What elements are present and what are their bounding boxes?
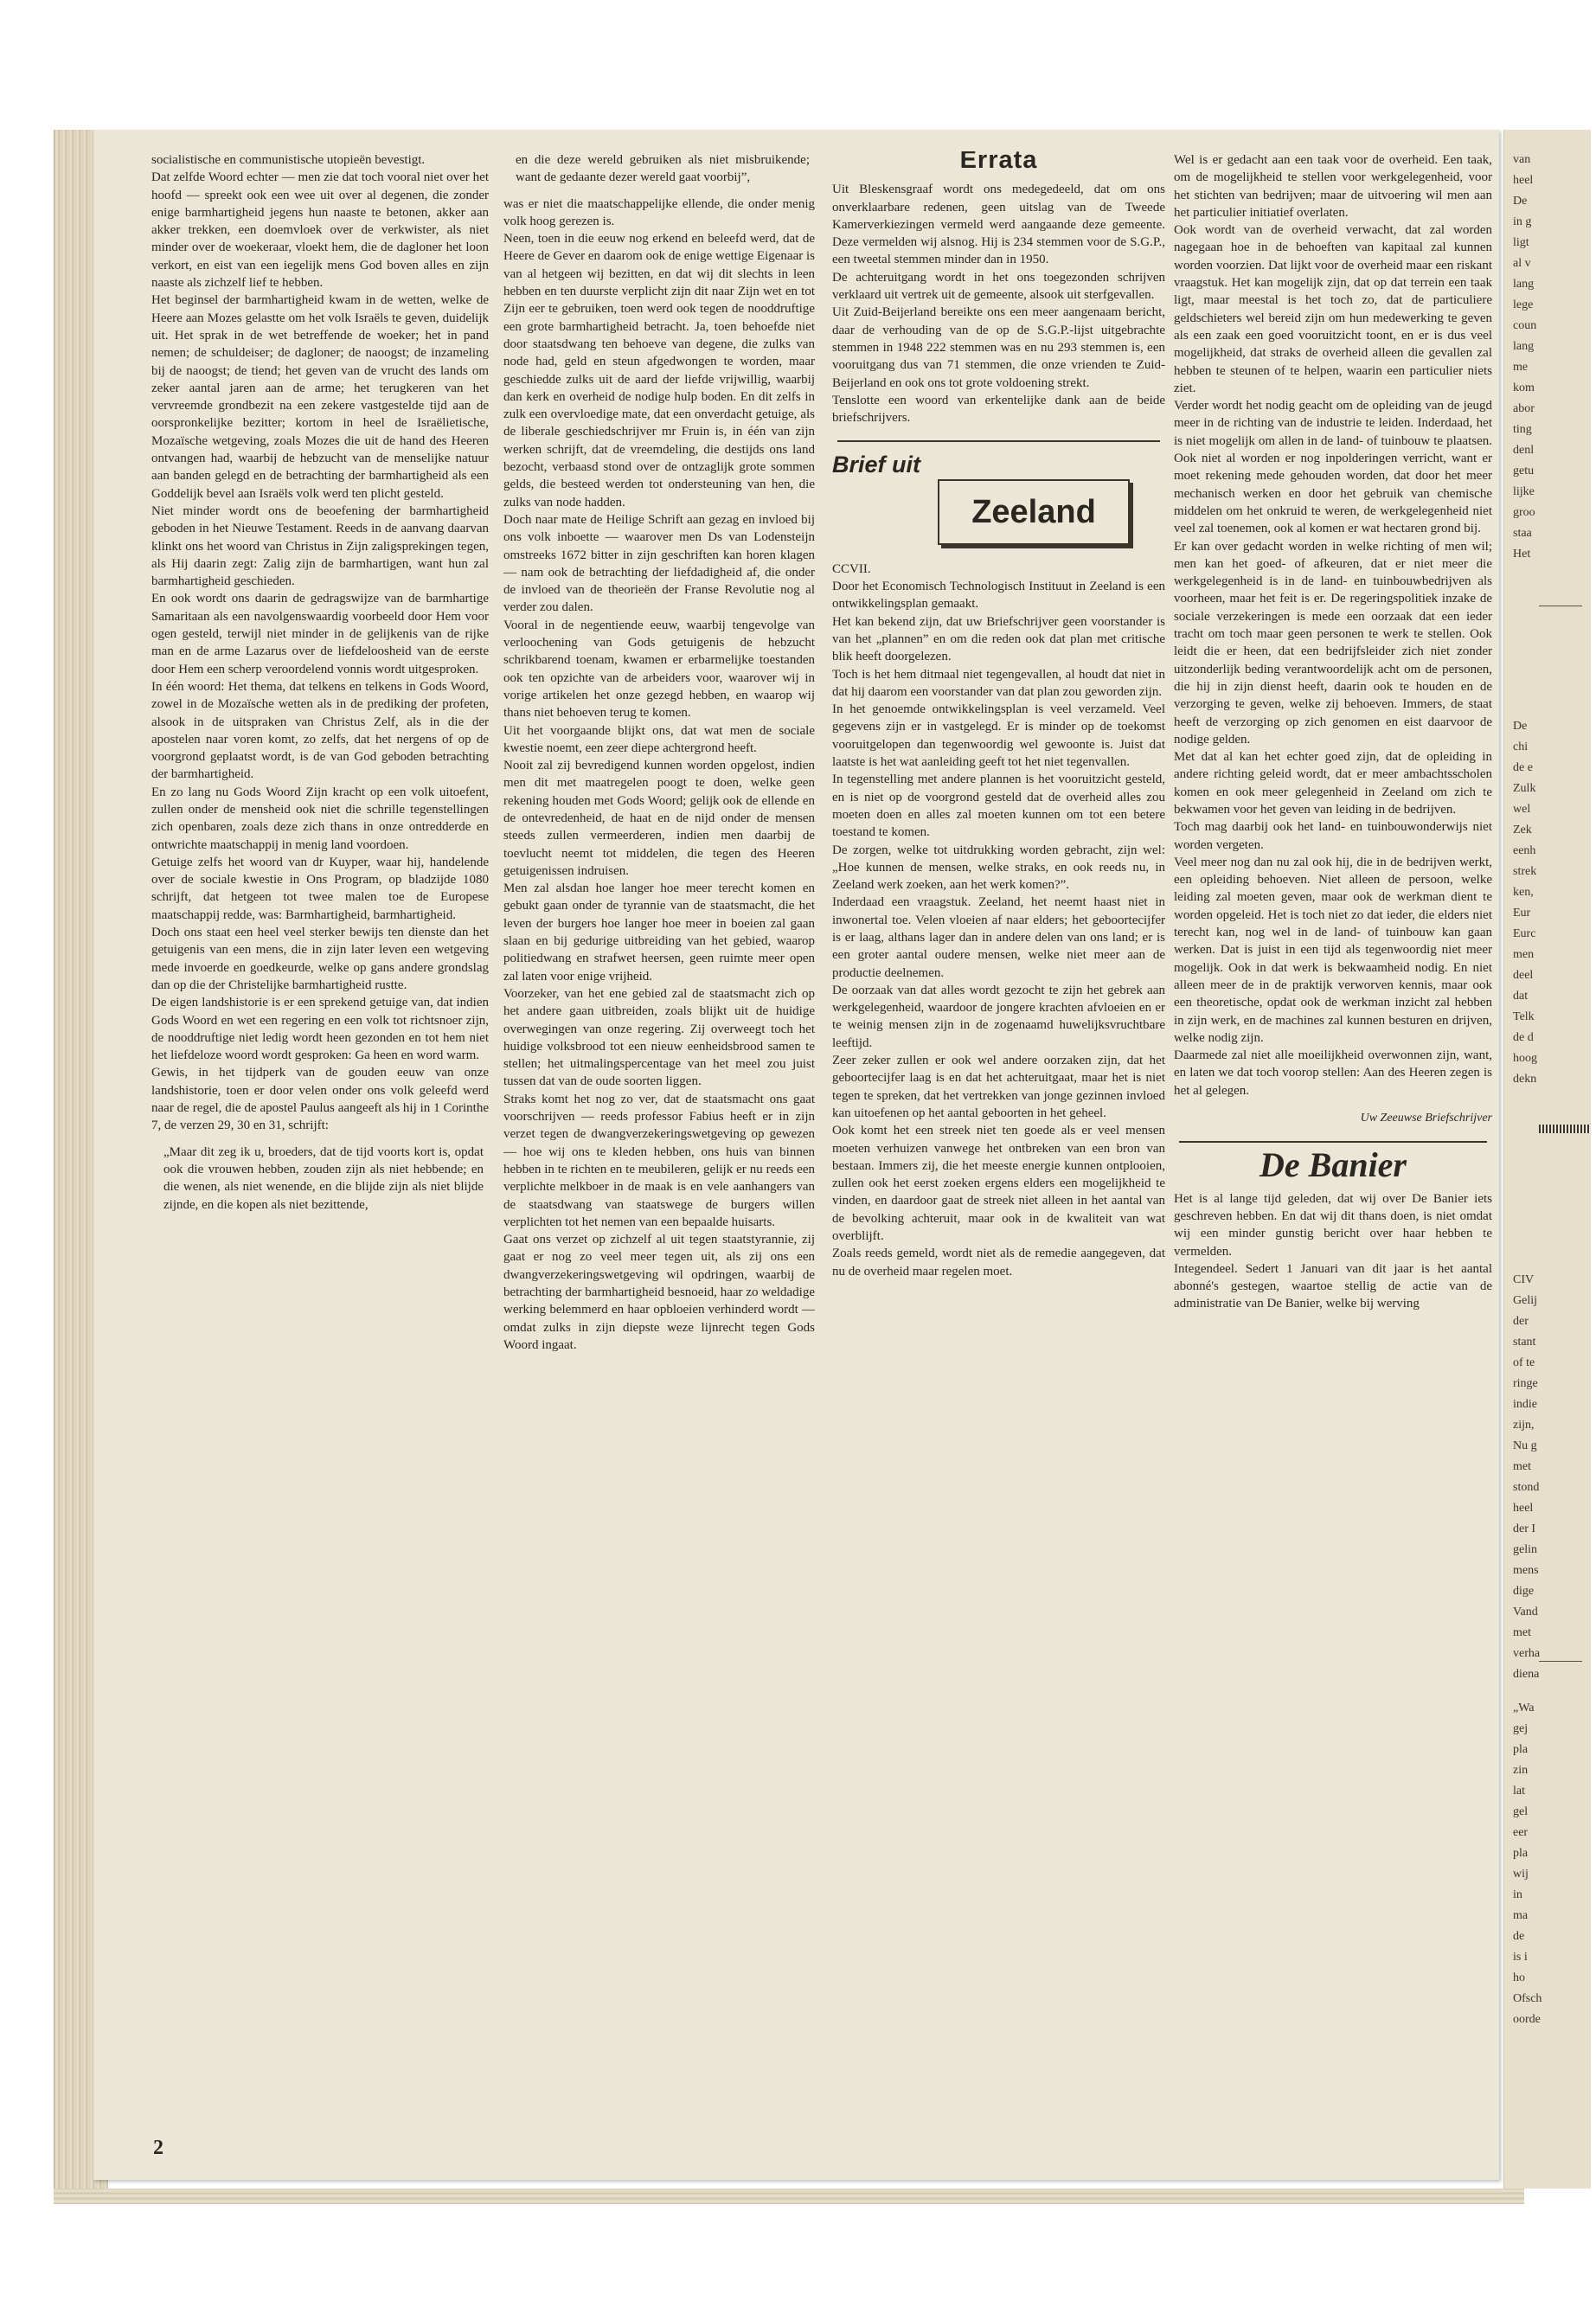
column-4: [1174, 151, 1492, 2150]
col4-paragraph: Met dat al kan het echter goed zijn, dat de opleiding in andere richting geleid wordt, dat er meer ambachtsscholen komen en ook meer gelegenheid in Zeeland om zich te bekwamen voor het geven van leiding in de bedrijven.: [1174, 750, 1492, 817]
adjacent-page-text: strek: [1513, 865, 1537, 878]
errata-paragraph: Uit Zuid-Beijerland bereikte ons een meer aangenaam bericht, daar de verhouding van de op de S.G.P.-lijst uitgebrachte stemmen in 1948 222 stemmen was en nu 293 stemmen is, een vooruitgang dus van 71 stemmen, die onze vrienden te Zuid-Beijerland en ook ons tot grote voldoening strekt.: [832, 305, 1165, 390]
adjacent-page-text: Zek: [1513, 824, 1532, 836]
banier-paragraph: Het is al lange tijd geleden, dat wij over De Banier iets geschreven hebben. En dat wij dit thans doen, is niet omdat wij een minder gunstig bericht over haar hebben te vermelden.: [1174, 1191, 1492, 1259]
col2-paragraph: Uit het voorgaande blijkt ons, dat wat men de sociale kwestie noemt, een zeer diepe achtergrond heeft.: [503, 723, 815, 755]
col4-paragraph: Veel meer nog dan nu zal ook hij, die in de bedrijven werkt, een opleiding behoeven. Niet alleen de persoon, welke leiding zal moeten geven, maar ook de werkman dient te worden opgeleid. Het is toch niet zo dat ieder, die elders niet terecht kan, nog wel in de land- of tuinbouw kan gaan werken. Dat is juist in een tijd als tegenwoordig niet meer mogelijk. Ook in dat werk is bekwaamheid nodig. En niet alleen meer de in de praktijk verworven kennis, maar ook een theoretische, opdat ook de werkman inzicht zal hebben in zijn werk, en de machines zal kunnen besturen en drijven, welke nodig zijn.: [1174, 855, 1492, 1045]
adjacent-page-text: de: [1513, 1930, 1525, 1943]
col2-paragraph: Nooit zal zij bevredigend kunnen worden opgelost, indien men dit met maatregelen poogt te doen, welke geen rekening houden met Gods Woord; gelijk ook de ellende en de ontevredenheid, de haat en de nijd onder de mensen steeds zullen vermeerderen, indien men daarbij de toevlucht neemt tot middelen, die tegen des Heeren getuigenissen indruisen.: [503, 759, 815, 878]
section-divider: [837, 440, 1160, 442]
adjacent-page-text: de d: [1513, 1031, 1534, 1044]
adjacent-page-text: ho: [1513, 1971, 1525, 1984]
errata-paragraph: Uit Bleskensgraaf wordt ons medegedeeld, dat om ons onverklaarbare redenen, geen uitslag van de Tweede Kamerverkiezingen vermeld werd aangaande deze gemeente. Deze vermelden wij alsnog. Hij is 234 stemmen voor de S.G.P., een tweetal stemmen minder dan in 1950.: [832, 183, 1165, 267]
bible-quote: „Maar dit zeg ik u, broeders, dat de tijd voorts kort is, opdat ook die vrouwen hebben, zouden zijn als niet hebbende; en die wenen, als niet wenende, en die blijde zijn als niet blijde zijnde, en die kopen als niet bezittende,: [163, 1144, 484, 1212]
col1-paragraph: Dat zelfde Woord echter — men zie dat toch vooral niet over het hoofd — spreekt ook een wee uit over al degenen, die zonder enige barmhartigheid jegens hun naaste te betonen, akker aan akker trekken, een doemvloek over de verkwister, als niet minder over de woekeraar, vloekt hem, die de dagloner het loon verkort, en eist van een iegelijk mens God boven alles en zijn naaste als zichzelf lief te hebben.: [151, 170, 489, 291]
col2-paragraph: Straks komt het nog zo ver, dat de staatsmacht ons gaat voorschrijven — reeds professor Fabius heeft er in zijn verzet tegen de dwangverzekeringswetgeving op gewezen — hoe wij ons te kleden hebben, ons huis van binnen hebben in te richten en te meubileren, gelijk er nu reeds een verplichte melkboer in de maak is en vele aanhangers van de staatsdwang van staatswege de burgers willen verplichten tot het nemen van een bepaalde huisarts.: [503, 1092, 815, 1229]
adjacent-page-text: Ofsch: [1513, 1992, 1542, 2005]
adjacent-page-text: diena: [1513, 1668, 1540, 1681]
col4-paragraph: Er kan over gedacht worden in welke richting of men wil; men kan het goed- of afkeuren, dat er niet meer die werkgelegenheid is in de land- en tuinbouwbedrijven als voorheen, maar het feit is er. De regeringspolitiek inzake de sociale verzekeringen is mede een oorzaak dat een ieder tracht om toch maar geen personen te werk te stellen. Ook leidt die er heen, dat een bedrijfsleider zich niet zonder uitzonderlijk beding verantwoordelijk acht om de personen, die hij in zijn dienst heeft, daarin ook te houden en de verzorging te geven, welke zij behoeven. Immers, de staat heeft de verzorging op zich genomen en eist daarvoor de nodige gelden.: [1174, 539, 1492, 747]
col3-paragraph: CCVII.: [832, 561, 871, 576]
section-divider: [1179, 1141, 1487, 1143]
col1-paragraph: socialistische en communistische utopieën bevestigt.: [151, 153, 426, 167]
adjacent-page-text: dekn: [1513, 1073, 1537, 1086]
adjacent-page-text: al v: [1513, 257, 1531, 270]
col2-paragraph: Voorzeker, van het ene gebied zal de staatsmacht zich op het andere gaan uitbreiden, zoals blijkt uit de huidige overwegingen van onze regering. Zij overweegt toch het huidige volksbrood tot een nieuw eenheidsbrood samen te stellen; het uitmalingspercentage van het meel zou juist tussen dat van de oude soorten liggen.: [503, 986, 815, 1089]
col2-paragraph: was er niet die maatschappelijke ellende, die onder menig volk hoog gerezen is.: [503, 196, 815, 228]
col2-paragraph: Neen, toen in die eeuw nog erkend en beleefd werd, dat de Heere de Gever en daarom ook de enige wettige Eigenaar is van al hetgeen wij bezitten, en dat wij dit slechts in leen hebben en ten duurste verplicht zijn dit naar Zijn wet en tot Zijn eer te gebruiken, toen werd ook tegen de nooddruftige een grote barmhartigheid betracht. Ja, toen behoefde niet door staatsdwang ten behoeve van degene, die zulks van node had, geld en steun afgedwongen te worden, maar geschiedde zulks uit de aard der liefde vrijwillig, waarbij dan kerk en overheid de nodige hulp boden. En dit zelfs in zulk een overvloedige mate, dat een onverdacht getuige, als de liberale geschiedschrijver mr Fruin is, in één van zijn werken schrijft, dat de vreemdeling, die destijds ons land bezocht, verbaasd stond over de ontzaglijk grote sommen gelds, die besteed werden tot ondersteuning van hen, die zulks van node hadden.: [503, 232, 815, 510]
col4-paragraph: Wel is er gedacht aan een taak voor de overheid. Een taak, om de mogelijkheid te stellen voor werkgelegenheid, voor het stichten van bedrijven; maar de uitvoering wil men aan het particulier initiatief overlaten.: [1174, 153, 1492, 220]
adjacent-page-text: lijke: [1513, 485, 1535, 498]
adjacent-page-text: ringe: [1513, 1377, 1538, 1390]
adjacent-page-text: De: [1513, 720, 1528, 733]
col1-paragraph: Getuige zelfs het woord van dr Kuyper, waar hij, handelende over de sociale kwestie in Ons Program, op bladzijde 1080 schrijft, dat hetgeen tot twee malen toe de Europese maatschappij redde, was: Barmhartigheid, barmhartigheid.: [151, 855, 489, 922]
adjacent-page-text: indie: [1513, 1398, 1537, 1411]
adjacent-page-text: in g: [1513, 215, 1532, 228]
col1-paragraph: En zo lang nu Gods Woord Zijn kracht op een volk uitoefent, zullen onder de mensheid ook niet die schrille tegenstellingen zich openbaren, zoals deze zich thans in onze ontredderde en ontwrichte maatschappij in menig land voordoen.: [151, 785, 489, 852]
adjacent-page-text: men: [1513, 948, 1535, 961]
adjacent-page-text: lat: [1513, 1785, 1525, 1798]
adjacent-page-text: Eurc: [1513, 927, 1536, 940]
col1-paragraph: En ook wordt ons daarin de gedragswijze van de barmhartige Samaritaan als een navolgenswaardig voorbeeld door Hem voor ogen gesteld, terwijl niet minder in de gelijkenis van de rijke man en de arme Lazarus over de liefdeloosheid van de eerste door Hem een scherp veroordelend vonnis wordt uitgesproken.: [151, 592, 489, 676]
adjacent-page-text: met: [1513, 1626, 1531, 1639]
adjacent-page-text: Gelij: [1513, 1294, 1537, 1307]
brief-uit-heading: Brief uit: [832, 452, 921, 478]
col1-paragraph: Doch ons staat een heel veel sterker bewijs ten dienste dan het getuigenis van een mens, die in zijn later leven een wetgeving mede invoerde en goedkeurde, welke op gans andere grondslag dan op die der Christelijke barmhartigheid rustte.: [151, 926, 489, 992]
adjacent-page-text: hoog: [1513, 1052, 1537, 1065]
column-2: [503, 151, 815, 2150]
col4-paragraph: Daarmede zal niet alle moeilijkheid overwonnen zijn, want, en laten we dat toch voorop stellen: Aan des Heeren zegen is het al gelegen.: [1174, 1048, 1492, 1098]
adjacent-page-text: pla: [1513, 1743, 1529, 1756]
col2-paragraph: Doch naar mate de Heilige Schrift aan gezag en invloed bij ons volk inboette — waarover men Ds van Lodensteijn omstreeks 1672 bitter in zijn geschriften kan horen klagen — nam ook de betrachting der liefdadigheid af, die onder de invloed van de theorieën der Franse Revolutie nog al verder zou dalen.: [503, 512, 815, 615]
adjacent-page-text: groo: [1513, 506, 1535, 519]
errata-heading: Errata: [959, 151, 1038, 174]
col3-paragraph: In het genoemde ontwikkelingsplan is veel verzameld. Veel gegevens zijn er in vastgelegd. Er is minder op de toekomst vooruitgelopen dan tegenwoordig wel gewoonte is. Juist dat laatste is het wat aanleiding geeft tot het niet tegenvallen.: [832, 702, 1165, 770]
banier-paragraph: Integendeel. Sedert 1 Januari van dit jaar is het aantal abonné's gestegen, waartoe stellig de actie van de administratie van De Banier, welke bij werving: [1174, 1261, 1492, 1311]
errata-paragraph: De achteruitgang wordt in het ons toegezonden schrijven verklaard uit vertrek uit de gemeente, alsook uit sterfgevallen.: [832, 270, 1165, 303]
adjacent-page-text: heel: [1513, 174, 1534, 187]
adjacent-page-text: de e: [1513, 761, 1533, 774]
adjacent-page-text: der I: [1513, 1522, 1536, 1535]
column-3: [832, 151, 1165, 2150]
adjacent-page-text: eenh: [1513, 844, 1536, 857]
adjacent-page-text: chi: [1513, 740, 1529, 753]
adjacent-page-text: De: [1513, 195, 1528, 208]
col3-paragraph: Door het Economisch Technologisch Instituut in Zeeland is een ontwikkelingsplan gemaakt.: [832, 580, 1165, 612]
adjacent-page-rule: [1539, 1661, 1582, 1662]
zeeland-heading: Zeeland: [971, 493, 1096, 530]
adjacent-page-text: „Wa: [1513, 1702, 1535, 1715]
adjacent-page-text: ting: [1513, 423, 1532, 436]
col1-paragraph: De eigen landshistorie is er een sprekend getuige van, dat indien Gods Woord en wet een regering en een volk tot richtsnoer zijn, de nooddruftige niet ledig wordt heen gezonden en tot hem niet het liefdeloze woord wordt gesproken: Ga heen en word warm.: [151, 996, 489, 1063]
col3-paragraph: In tegenstelling met andere plannen is het vooruitzicht gesteld, en is niet op de voorgrond gesteld dat de overheid alles zou moeten doen en alles zal moeten kunnen om tot een betere toestand te komen.: [832, 772, 1165, 840]
col2-paragraph: Vooral in de negentiende eeuw, waarbij tengevolge van verloochening van Gods getuigenis de hebzucht schrikbarend toenam, kwamen er erbarmelijke toestanden ook ten opzichte van de arbeiders voor, waarover wij in vorige artikelen het onze gezegd hebben, en waarop wij thans niet behoeven terug te komen.: [503, 618, 815, 721]
adjacent-page-text: stant: [1513, 1336, 1536, 1349]
col1-paragraph: Gewis, in het tijdperk van de gouden eeuw van onze landshistorie, toen er door velen onder ons volk geleefd werd naar de regel, die de apostel Paulus aangeeft als hij in 1 Corinthe 7, de verzen 29, 30 en 31, schrijft:: [151, 1066, 489, 1133]
col3-paragraph: Inderdaad een vraagstuk. Zeeland, het neemt haast niet in inwonertal toe. Velen vloeien af naar elders; het geboortecijfer is er laag, althans lager dan in andere delen van ons land; er is een groter aantal oudere mensen, welke niet meer aan de productie deelnemen.: [832, 895, 1165, 980]
adjacent-page-text: CIV: [1513, 1273, 1535, 1286]
adjacent-page-text: denl: [1513, 444, 1535, 457]
adjacent-page-text: zin: [1513, 1764, 1529, 1777]
adjacent-page-text: van: [1513, 153, 1531, 166]
bible-quote-continued: en die deze wereld gebruiken als niet misbruikende; want de gedaante dezer wereld gaat voorbij”,: [516, 153, 810, 185]
adjacent-page-text: gel: [1513, 1805, 1529, 1818]
author-signature: Uw Zeeuwse Briefschrijver: [1360, 1112, 1492, 1125]
adjacent-page-text: is i: [1513, 1951, 1528, 1964]
adjacent-page-text: dat: [1513, 990, 1529, 1003]
column-1: [151, 151, 489, 2150]
col4-paragraph: Ook wordt van de overheid verwacht, dat zal worden nagegaan hoe in de behoeften van kapitaal zal kunnen worden voorzien. Dat lijkt voor de overheid maar een riskant vraagstuk. Het kan mogelijk zijn, dat op dat terrein een taak ligt, maar meestal is het toch zo, dat de particuliere geldschieters wel bereid zijn om hun medewerking te geven als een zaak een goed vooruitzicht toont, en er is dus veel mogelijkheid, dat straks de overheid alleen die gevallen zal hebben te steunen of te helpen, waarin een particulier niets ziet.: [1174, 223, 1492, 395]
adjacent-page-text: coun: [1513, 319, 1537, 332]
adjacent-page-text: kom: [1513, 381, 1535, 394]
adjacent-page-text: lang: [1513, 278, 1535, 291]
adjacent-page-text: wij: [1513, 1868, 1529, 1881]
col2-paragraph: Gaat ons verzet op zichzelf al uit tegen staatstyrannie, zij gaat er nog zo veel meer tegen uit, als zij ons een dwangverzekeringswetgeving wil opdringen, waarbij de betrachting der barmhartigheid besnoeid, haar zo weldadige werking belemmerd en haar opbloeien verhinderd wordt — omdat zulks in zijn diepste weze lijnrecht tegen Gods Woord ingaat.: [503, 1233, 815, 1352]
adjacent-page-text: Eur: [1513, 907, 1531, 920]
adjacent-page-text: wel: [1513, 803, 1531, 816]
adjacent-page-text: Zulk: [1513, 782, 1536, 795]
col3-paragraph: De oorzaak van dat alles wordt gezocht te zijn het gebrek aan werkgelegenheid, waardoor de jongere krachten afvloeien en er te weinig mensen zijn in de zogenaamd huwelijksvruchtbare leeftijd.: [832, 983, 1165, 1050]
col3-paragraph: Zoals reeds gemeld, wordt niet als de remedie aangegeven, dat nu de overheid maar regelen moet.: [832, 1247, 1165, 1279]
errata-paragraph: Tenslotte een woord van erkentelijke dank aan de beide briefschrijvers.: [832, 393, 1165, 426]
adjacent-page-text: dige: [1513, 1585, 1535, 1598]
col3-paragraph: De zorgen, welke tot uitdrukking worden gebracht, zijn wel: „Hoe kunnen de mensen, welke straks, en ook reeds nu, in Zeeland werk zoeken, aan het werk komen?”.: [832, 843, 1165, 893]
adjacent-page-text: verha: [1513, 1647, 1541, 1660]
adjacent-page-fragment: [1503, 130, 1591, 2189]
adjacent-page-text: der: [1513, 1315, 1529, 1328]
adjacent-page-ornament: [1539, 1125, 1591, 1133]
adjacent-page-text: lege: [1513, 298, 1534, 311]
adjacent-page-text: me: [1513, 361, 1529, 374]
adjacent-page-text: gelin: [1513, 1543, 1537, 1556]
adjacent-page-text: ligt: [1513, 236, 1529, 249]
adjacent-page-text: Vand: [1513, 1606, 1538, 1618]
col3-paragraph: Ook komt het een streek niet ten goede als er veel mensen moeten verhuizen vanwege het ontbreken van een bron van bestaan. Immers zij, die het meeste energie kunnen ontplooien, zullen ook het eerst zoeken ergens elders een mogelijkheid te vinden, en daardoor gaat de streek niet alleen in het aantal van de bevolking achteruit, maar ook in de kwaliteit van wat overblijft.: [832, 1124, 1165, 1244]
col1-paragraph: In één woord: Het thema, dat telkens en telkens in Gods Woord, zowel in de Mozaïsche wetten als in de prediking der profeten, alsook in de uitspraken van Christus Zelf, als in die der apostelen naar voren komt, zo zelfs, dat het nergens of op de voorgrond geplaatst wordt, is de van God geboden betrachting der barmhartigheid.: [151, 679, 489, 782]
adjacent-page-text: heel: [1513, 1502, 1534, 1515]
col1-paragraph: Niet minder wordt ons de beoefening der barmhartigheid geboden in het Nieuwe Testament. Reeds in de aanvang daarvan klinkt ons het woord van Christus in Zijn zaligsprekingen tegen, als Hij daarin zegt: Zalig zijn de barmhartigen, want hun zal barmhartigheid geschieden.: [151, 503, 489, 589]
adjacent-page-text: met: [1513, 1460, 1531, 1473]
de-banier-heading: De Banier: [1259, 1145, 1407, 1185]
adjacent-page-text: zijn,: [1513, 1419, 1535, 1432]
adjacent-page-text: getu: [1513, 465, 1535, 478]
adjacent-page-text: mens: [1513, 1564, 1539, 1577]
zeeland-heading-box: [938, 479, 1130, 545]
adjacent-page-text: pla: [1513, 1847, 1529, 1860]
col2-paragraph: Men zal alsdan hoe langer hoe meer terecht komen en gebukt gaan onder de tyrannie van de staatsmacht, die het leven der burgers hoe langer hoe meer in boeien zal gaan slaan en bij gedurige uitbreiding van het gebied, waarop politiedwang en strafwet heersen, geen ruimte meer open zal laten voor enige vrijheid.: [503, 881, 815, 984]
col4-paragraph: Verder wordt het nodig geacht om de opleiding van de jeugd meer in de richting van de industrie te leiden. Inderdaad, het is niet mogelijk om allen in de land- of tuinbouw te plaatsen. Ook niet al worden er nog inpolderingen verricht, want er moet rekening mede gehouden worden, dat door het meer mechanisch werken en door het gebruik van chemische middelen om het onkruid te weren, de werkgelegenheid niet veel zal toenemen, ook al komen er wat hectaren grond bij.: [1174, 399, 1492, 536]
adjacent-page-text: abor: [1513, 402, 1535, 415]
adjacent-page-text: of te: [1513, 1356, 1535, 1369]
book-bottom-edges: [54, 2189, 1524, 2204]
adjacent-page-text: stond: [1513, 1481, 1540, 1494]
adjacent-page-text: oorde: [1513, 2013, 1541, 2026]
col4-paragraph: Toch mag daarbij ook het land- en tuinbouwonderwijs niet worden vergeten.: [1174, 820, 1492, 852]
adjacent-page-text: in: [1513, 1888, 1522, 1901]
adjacent-page-text: Nu g: [1513, 1439, 1537, 1452]
page-number: 2: [153, 2137, 163, 2159]
adjacent-page-text: staa: [1513, 527, 1532, 540]
adjacent-page-text: Het: [1513, 548, 1531, 561]
col3-paragraph: Het kan bekend zijn, dat uw Briefschrijver geen voorstander is van het „plannen” en om die reden ook dat plan met critische blik heeft doorgelezen.: [832, 614, 1165, 664]
col1-paragraph: Het beginsel der barmhartigheid kwam in de wetten, welke de Heere aan Mozes gelastte om het volk Israëls te geven, duidelijk uit. Het sprak in de wet betreffende de woeker; het in pand nemen; de schuldeiser; de dagloner; de naoogst; de inzameling bij de naoogst; de tiend; het geven van de vrucht des lands om zeker aantal jaren aan de arme; het terugkeren van het vervreemde grondbezit na een zekere vastgestelde tijd aan de oorspronkelijke bezitter; kortom in heel de Israëlietische, Mozaïsche wetgeving, zoals Mozes die uit de hand des Heeren ontvangen had, waarbij de hebzucht van de menselijke natuur aan banden gelegd en de betrachting der barmhartigheid als een Goddelijk bevel aan Israëls volk werd ten plicht gesteld.: [151, 293, 489, 501]
adjacent-page-text: Telk: [1513, 1010, 1535, 1023]
col3-paragraph: Zeer zeker zullen er ook wel andere oorzaken zijn, dat het geboortecijfer laag is en dat het achteruitgaat, maar het is niet tegen te spreken, dat het vertrekken van jonge gezinnen invloed kan uitoefenen op het aantal geboorten in het geheel.: [832, 1054, 1165, 1120]
adjacent-page-text: lang: [1513, 340, 1535, 353]
adjacent-page-text: ken,: [1513, 886, 1534, 899]
adjacent-page-text: eer: [1513, 1826, 1529, 1839]
adjacent-page-text: gej: [1513, 1722, 1529, 1735]
adjacent-page-text: deel: [1513, 969, 1534, 982]
col3-paragraph: Toch is het hem ditmaal niet tegengevallen, al houdt dat niet in dat hij daarom een voorstander van dat plan zou geworden zijn.: [832, 667, 1165, 699]
adjacent-page-text: ma: [1513, 1909, 1529, 1922]
